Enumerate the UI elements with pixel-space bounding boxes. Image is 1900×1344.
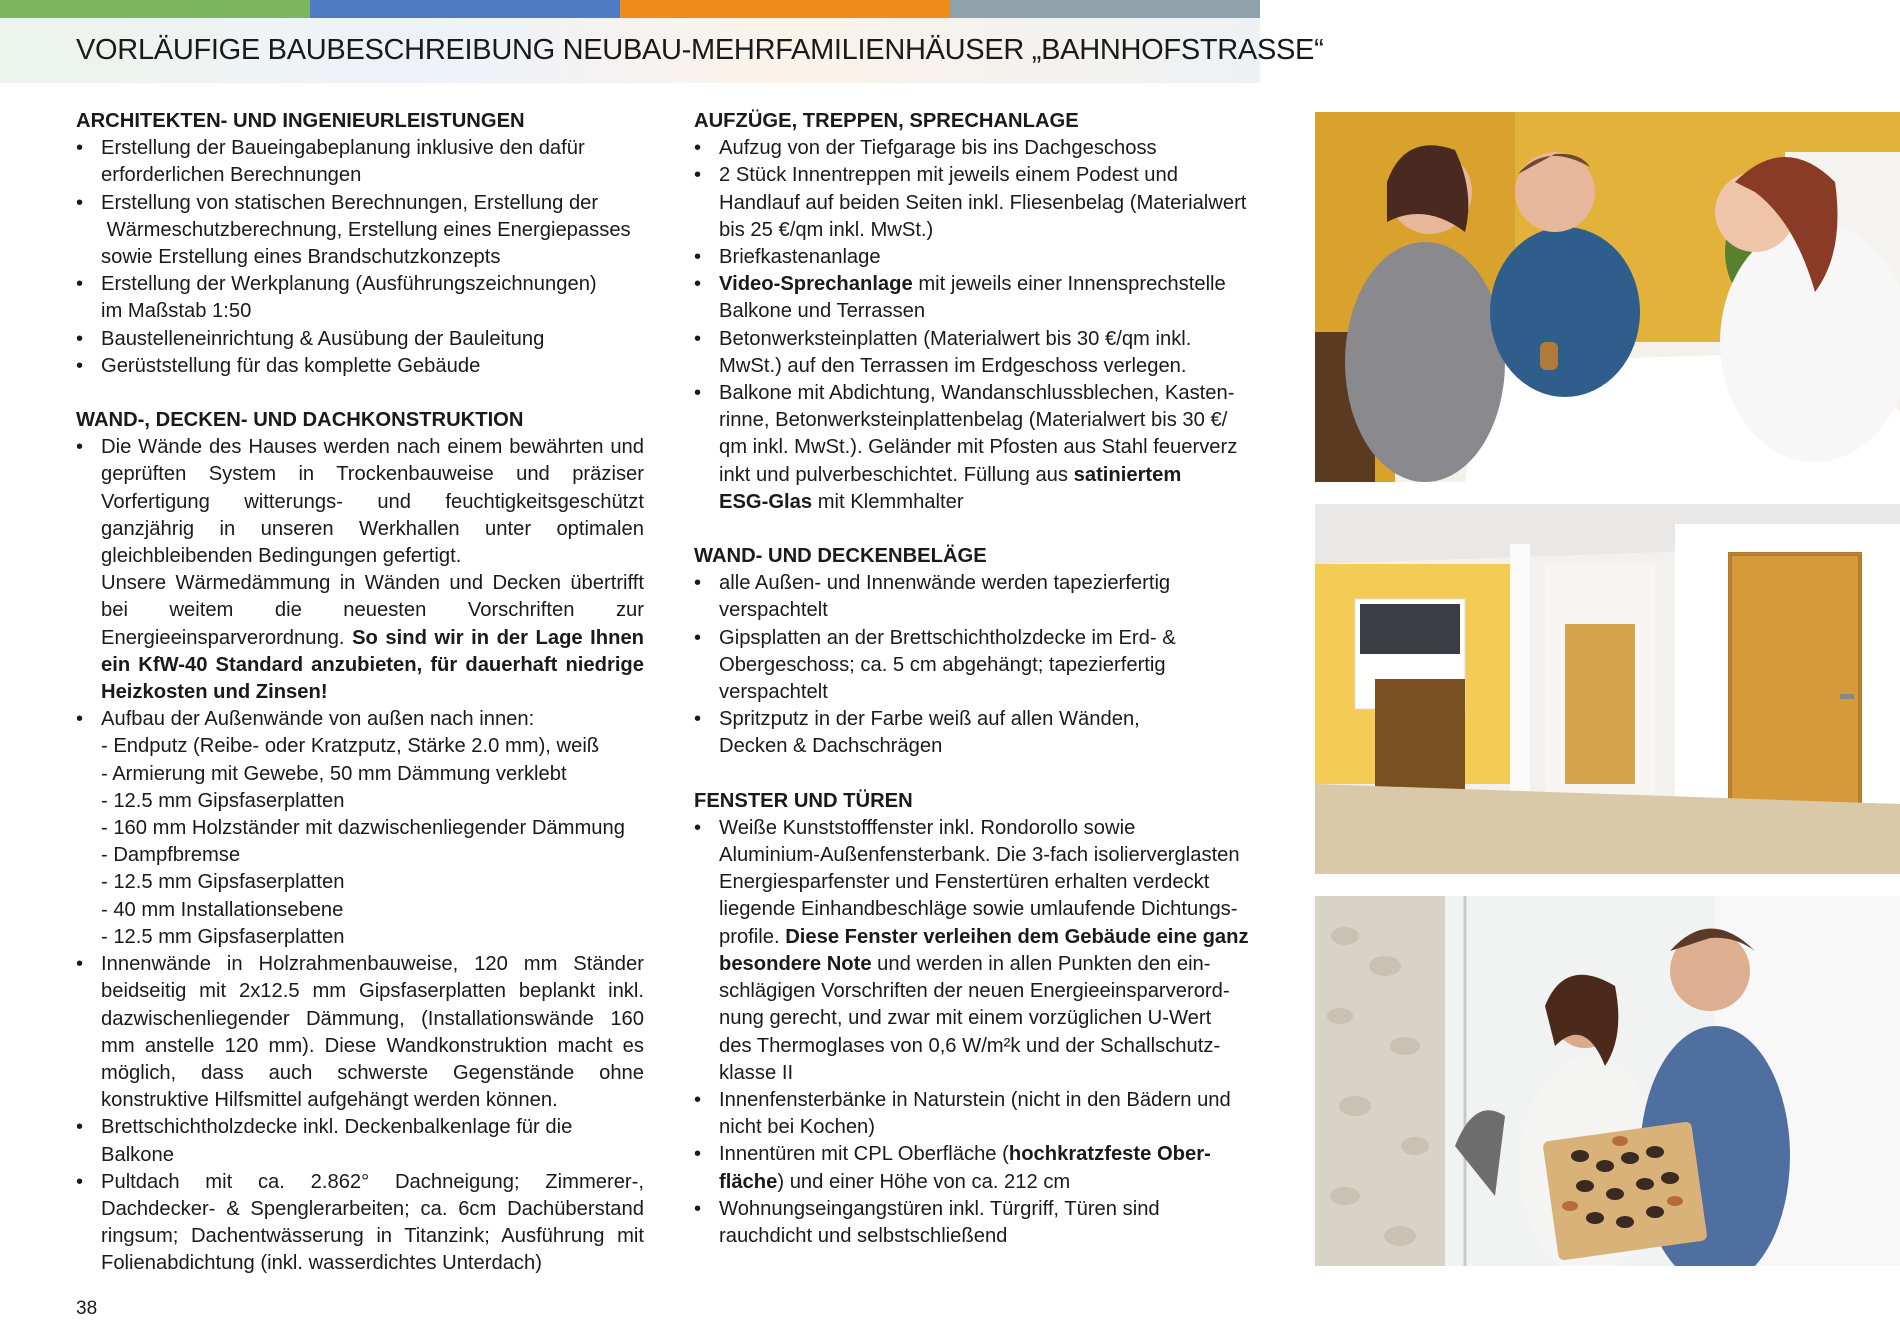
bullet-list: [76, 135, 644, 380]
list-item: • Brettschichtholzdecke inkl. Deckenbalkenlage für die Balkone: [76, 1114, 644, 1168]
header-color-bar: [0, 0, 1260, 18]
section-heading: AUFZÜGE, TREPPEN, SPRECHANLAGE: [694, 110, 1079, 132]
list-item: • Innenwände in Holzrahmenbauweise, 120 mm Ständer beidseitig mit 2x12.5 mm Gipsfaserplatten beplankt inkl. dazwischenliegender Dämmung, (Installationswände 160 mm anstelle 120 mm). Diese Wandkonstruktion macht es möglich, dass auch schwerste Gegenstände ohne konstruktive Hilfsmittel aufgehängt werden können.: [76, 951, 644, 1114]
photo-apartment-interior: [1315, 504, 1900, 874]
list-item: • Weiße Kunststofffenster inkl. Rondorollo sowie Aluminium-Außenfensterbank. Die 3-fach isolierverglasten Energiesparfenster und Fenstertüren erhalten verdeckt liegende Einhandbeschläge sowie umlaufende Dichtungs- profile. Diese Fenster verleihen dem Gebäude eine ganz besondere Note und werden in allen Punkten den ein- schlägigen Vorschriften der neuen Energieeinsparverord- nung gerecht, und zwar mit einem vorzüglichen U-Wert des Thermoglases von 0,6 W/m²k und der Schallschutz- klasse II: [694, 815, 1262, 1087]
list-item: • Erstellung von statischen Berechnungen, Erstellung der Wärmeschutzberechnung, Erstellung eines Energiepasses sowie Erstellung eines Brandschutzkonzepts: [76, 190, 644, 272]
left-column: [76, 108, 644, 1305]
list-item: • alle Außen- und Innenwände werden tapezierfertig verspachtelt: [694, 570, 1262, 624]
section-heading: WAND- UND DECKENBELÄGE: [694, 545, 987, 568]
list-item: • Innenfensterbänke in Naturstein (nicht in den Bädern und nicht bei Kochen): [694, 1087, 1262, 1141]
list-item: • Innentüren mit CPL Oberfläche (hochkratzfeste Ober- fläche) und einer Höhe von ca. 212 cm: [694, 1141, 1262, 1195]
section-aufzuege: [694, 108, 1262, 516]
section-fenster-tueren: [694, 788, 1262, 1250]
list-item: • Balkone mit Abdichtung, Wandanschlussblechen, Kasten- rinne, Betonwerksteinplattenbelag (Materialwert bis 30 €/ qm inkl. MwSt.). Geländer mit Pfosten aus Stahl feuerverz inkt und pulverbeschichtet. Füllung aus satiniertem ESG-Glas mit Klemmhalter: [694, 380, 1262, 516]
bullet-list: [694, 570, 1262, 760]
list-item: • Aufbau der Außenwände von außen nach innen: - Endputz (Reibe- oder Kratzputz, Stärke 2.0 mm), weiß - Armierung mit Gewebe, 50 mm Dämmung verklebt - 12.5 mm Gipsfaserplatten - 160 mm Holzständer mit dazwischenliegender Dämmung - Dampfbremse - 12.5 mm Gipsfaserplatten - 40 mm Installationsebene - 12.5 mm Gipsfaserplatten: [76, 706, 644, 951]
page-number: 38: [76, 1298, 98, 1319]
list-item: • Video-Sprechanlage mit jeweils einer Innensprechstelle Balkone und Terrassen: [694, 271, 1262, 325]
photo-consultation-meeting: [1315, 112, 1900, 482]
list-item: • Gipsplatten an der Brettschichtholzdecke im Erd- & Obergeschoss; ca. 5 cm abgehängt; tapezierfertig verspachtelt: [694, 625, 1262, 707]
bullet-list: [76, 434, 644, 1277]
section-architekten: [76, 108, 644, 380]
list-item: • Pultdach mit ca. 2.862° Dachneigung; Zimmerer-, Dachdecker- & Spenglerarbeiten; ca. 6cm Dachüberstand ringsum; Dachentwässerung in Titanzink; Ausführung mit Folienabdichtung (inkl. wasserdichtes Unterdach): [76, 1169, 644, 1278]
section-heading: WAND-, DECKEN- UND DACHKONSTRUKTION: [76, 409, 524, 432]
list-item: • Baustelleneinrichtung & Ausübung der Bauleitung: [76, 326, 644, 353]
list-item: • Aufzug von der Tiefgarage bis ins Dachgeschoss: [694, 135, 1262, 162]
bullet-list: [694, 815, 1262, 1250]
list-item: • Die Wände des Hauses werden nach einem bewährten und geprüften System in Trockenbauweise und präziser Vorfertigung witterungs- und feuchtigkeitsgeschützt ganzjährig in unseren Werkhallen unter optimalen gleichbleibenden Bedingungen gefertigt. Unsere Wärmedämmung in Wänden und Decken übertrifft bei weitem die neuesten Vorschriften zur Energieeinsparverordnung. So sind wir in der Lage Ihnen ein KfW-40 Standard anzubieten, für dauerhaft niedrige Heizkosten und Zinsen!: [76, 434, 644, 706]
middle-column: [694, 108, 1262, 1277]
page-title: VORLÄUFIGE BAUBESCHREIBUNG NEUBAU-MEHRFAMILIENHÄUSER „BAHNHOFSTRASSE“: [76, 34, 1324, 66]
bullet-list: [694, 135, 1262, 516]
photo-bathroom-stone-sample: [1315, 896, 1900, 1266]
section-heading: FENSTER UND TÜREN: [694, 789, 913, 812]
list-item: • Erstellung der Baueingabeplanung inklusive den dafür erforderlichen Berechnungen: [76, 135, 644, 189]
section-wand-decken-dach: [76, 407, 644, 1278]
list-item: • Betonwerksteinplatten (Materialwert bis 30 €/qm inkl. MwSt.) auf den Terrassen im Erdgeschoss verlegen.: [694, 326, 1262, 380]
color-segment-gray: [950, 0, 1260, 18]
section-wand-deckenbelaege: [694, 543, 1262, 761]
list-item: • Erstellung der Werkplanung (Ausführungszeichnungen) im Maßstab 1:50: [76, 271, 644, 325]
list-item: • Gerüststellung für das komplette Gebäude: [76, 353, 644, 380]
color-segment-green: [0, 0, 310, 18]
section-heading: ARCHITEKTEN- UND INGENIEURLEISTUNGEN: [76, 110, 525, 132]
list-item: • 2 Stück Innentreppen mit jeweils einem Podest und Handlauf auf beiden Seiten inkl. Fliesenbelag (Materialwert bis 25 €/qm inkl. MwSt.): [694, 162, 1262, 244]
list-item: • Spritzputz in der Farbe weiß auf allen Wänden, Decken & Dachschrägen: [694, 706, 1262, 760]
list-item: • Briefkastenanlage: [694, 244, 1262, 271]
list-item: • Wohnungseingangstüren inkl. Türgriff, Türen sind rauchdicht und selbstschließend: [694, 1196, 1262, 1250]
color-segment-orange: [620, 0, 950, 18]
color-segment-blue: [310, 0, 620, 18]
